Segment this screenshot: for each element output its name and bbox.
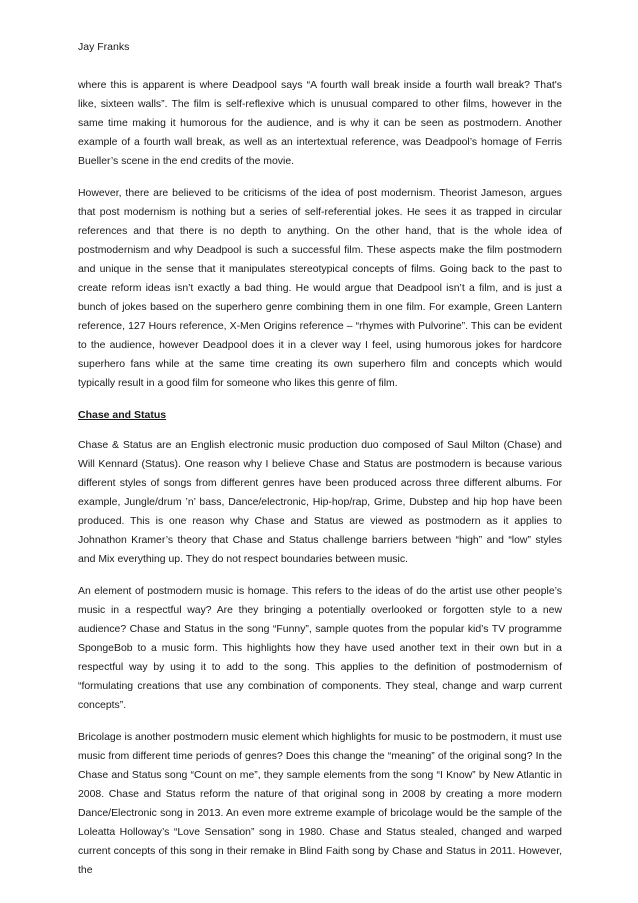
paragraph-chase-status-intro: Chase & Status are an English electronic music production duo composed of Saul Milton (Chase) and Will Kennard (Status). One reason why I believe Chase and Status are postmodern is because various different styles of songs from different genres have been produced across three different albums. For example, Jungle/drum ’n’ bass, Dance/electronic, Hip-hop/rap, Grime, Dubstep and hip hop have been produced. This is one reason why Chase and Status are viewed as postmodern as it applies to Johnathon Kramer’s theory that Chase and Status challenge barriers between “high” and “low” styles and Mix everything up. They do not respect boundaries between music. [78, 440, 562, 565]
section-heading-chase-and-status: Chase and Status [78, 409, 167, 421]
page-header-author: Jay Franks [78, 41, 130, 53]
paragraph-bricolage: Bricolage is another postmodern music element which highlights for music to be postmodern, it must use music from different time periods of genres? Does this change the “meaning” of the original song? In the Chase and Status song “Count on me”, they sample elements from the song “I Know” by New Atlantic in 2008. Chase and Status reform the nature of that original song in 2008 by creating a more modern Dance/Electronic song in 2013. An even more extreme example of bricolage would be the sample of the Loleatta Holloway’s “Love Sensation” song in 1980. Chase and Status stealed, changed and warped current concepts of this song in their remake in Blind Faith song by Chase and Status in 2011. However, the [78, 732, 562, 876]
paragraph-homage: An element of postmodern music is homage. This refers to the ideas of do the artist use other people’s music in a respectful way? Are they bringing a potentially overlooked or forgotten style to a new audience? Chase and Status in the song “Funny”, sample quotes from the popular kid’s TV programme SpongeBob to a music form. This highlights how they have used another text in their own but in a respectful way by using it to add to the song. This applies to the definition of postmodernism of “formulating creations that use any combination of components. They steal, change and warp current concepts”. [78, 586, 562, 711]
paragraph-criticism-jameson: However, there are believed to be criticisms of the idea of post modernism. Theorist Jameson, argues that post modernism is nothing but a series of self-referential jokes. He sees it as trapped in circular references and that there is no depth to anything. On the other hand, that is the whole idea of postmodernism and why Deadpool is such a successful film. These aspects make the film postmodern and unique in the sense that it manipulates stereotypical concepts of films. Going back to the past to create reform ideas isn’t exactly a bad thing. He would argue that Deadpool isn’t a film, and is just a bunch of jokes based on the superhero genre combining them in one film. For example, Green Lantern reference, 127 Hours reference, X-Men Origins reference – “rhymes with Pulvorine”. This can be evident to the audience, however Deadpool does it in a clever way I feel, using humorous jokes for hardcore superhero fans while at the same time creating its own superhero film and concepts which would typically result in a good film for someone who likes this genre of film. [78, 188, 562, 389]
paragraph-deadpool-fourth-wall: where this is apparent is where Deadpool says “A fourth wall break inside a fourth wall break? That's like, sixteen walls”. The film is self-reflexive which is unusual compared to other films, however in the same time making it humorous for the audience, and is why it can be seen as postmodern. Another example of a fourth wall break, as well as an intertextual reference, was Deadpool’s homage of Ferris Bueller’s scene in the end credits of the movie. [78, 80, 562, 167]
document-body [78, 76, 562, 893]
